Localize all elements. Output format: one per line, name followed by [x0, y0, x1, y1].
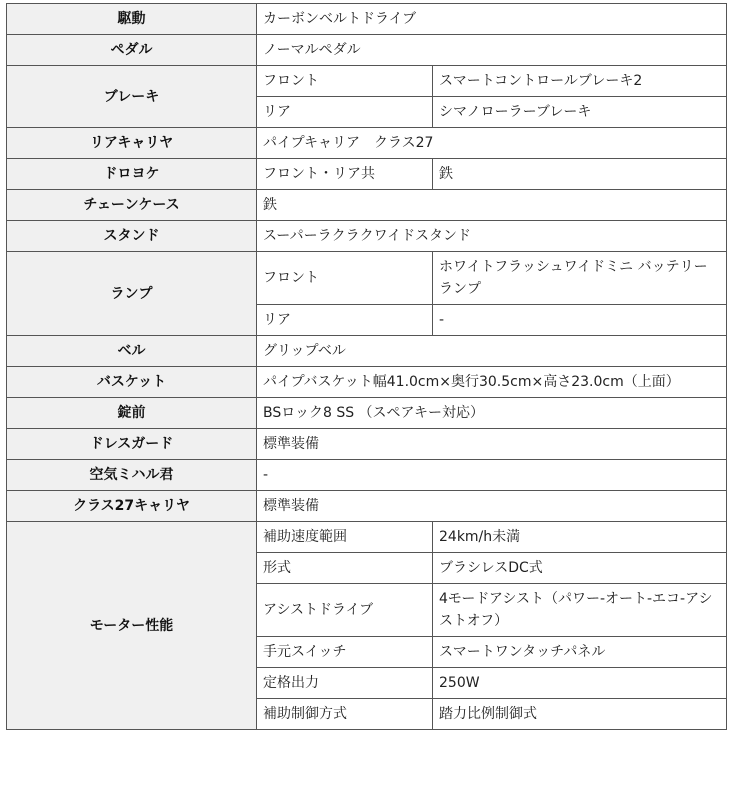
row-value: シマノローラーブレーキ — [433, 97, 727, 128]
row-label: チェーンケース — [7, 190, 257, 221]
table-row — [7, 35, 727, 66]
table-row — [7, 522, 727, 553]
table-row — [7, 460, 727, 491]
table-row — [7, 221, 727, 252]
spec-table — [6, 3, 727, 730]
table-row — [7, 128, 727, 159]
row-value: 踏力比例制御式 — [433, 699, 727, 730]
row-label: クラス27キャリヤ — [7, 491, 257, 522]
row-sub-label: 形式 — [257, 553, 433, 584]
table-row — [7, 159, 727, 190]
row-label: ブレーキ — [7, 66, 257, 128]
table-row — [7, 190, 727, 221]
table-row — [7, 4, 727, 35]
row-label: バスケット — [7, 367, 257, 398]
row-sub-label: リア — [257, 305, 433, 336]
row-value: グリップベル — [257, 336, 727, 367]
row-label: ペダル — [7, 35, 257, 66]
row-label: リアキャリヤ — [7, 128, 257, 159]
row-sub-label: フロント — [257, 66, 433, 97]
row-value: BSロック8 SS （スペアキー対応） — [257, 398, 727, 429]
row-value: - — [433, 305, 727, 336]
row-label: スタンド — [7, 221, 257, 252]
row-label: ランプ — [7, 252, 257, 336]
row-value: ブラシレスDC式 — [433, 553, 727, 584]
row-value: ノーマルペダル — [257, 35, 727, 66]
table-row — [7, 336, 727, 367]
row-label: ベル — [7, 336, 257, 367]
row-sub-label: アシストドライブ — [257, 584, 433, 637]
row-value: 標準装備 — [257, 491, 727, 522]
row-sub-label: フロント — [257, 252, 433, 305]
row-value: スマートコントロールブレーキ2 — [433, 66, 727, 97]
row-label: モーター性能 — [7, 522, 257, 730]
row-sub-label: フロント・リア共 — [257, 159, 433, 190]
table-row — [7, 398, 727, 429]
row-value: 標準装備 — [257, 429, 727, 460]
row-value: ホワイトフラッシュワイドミニ バッテリーランプ — [433, 252, 727, 305]
row-value: パイプバスケット幅41.0cm×奥行30.5cm×高さ23.0cm（上面） — [257, 367, 727, 398]
row-value: スマートワンタッチパネル — [433, 637, 727, 668]
row-sub-label: 補助速度範囲 — [257, 522, 433, 553]
row-label: 駆動 — [7, 4, 257, 35]
table-row — [7, 491, 727, 522]
row-value: 250W — [433, 668, 727, 699]
row-sub-label: 定格出力 — [257, 668, 433, 699]
row-value: スーパーラクラクワイドスタンド — [257, 221, 727, 252]
row-sub-label: 補助制御方式 — [257, 699, 433, 730]
row-value: 鉄 — [257, 190, 727, 221]
table-row — [7, 66, 727, 97]
row-label: ドロヨケ — [7, 159, 257, 190]
row-value: パイプキャリア クラス27 — [257, 128, 727, 159]
row-value: 4モードアシスト（パワー-オート-エコ-アシストオフ） — [433, 584, 727, 637]
row-sub-label: 手元スイッチ — [257, 637, 433, 668]
table-row — [7, 429, 727, 460]
row-value: カーボンベルトドライブ — [257, 4, 727, 35]
row-sub-label: リア — [257, 97, 433, 128]
row-value: 24km/h未満 — [433, 522, 727, 553]
row-label: ドレスガード — [7, 429, 257, 460]
row-value: 鉄 — [433, 159, 727, 190]
table-row — [7, 367, 727, 398]
row-value: - — [257, 460, 727, 491]
table-row — [7, 252, 727, 305]
row-label: 空気ミハル君 — [7, 460, 257, 491]
row-label: 錠前 — [7, 398, 257, 429]
